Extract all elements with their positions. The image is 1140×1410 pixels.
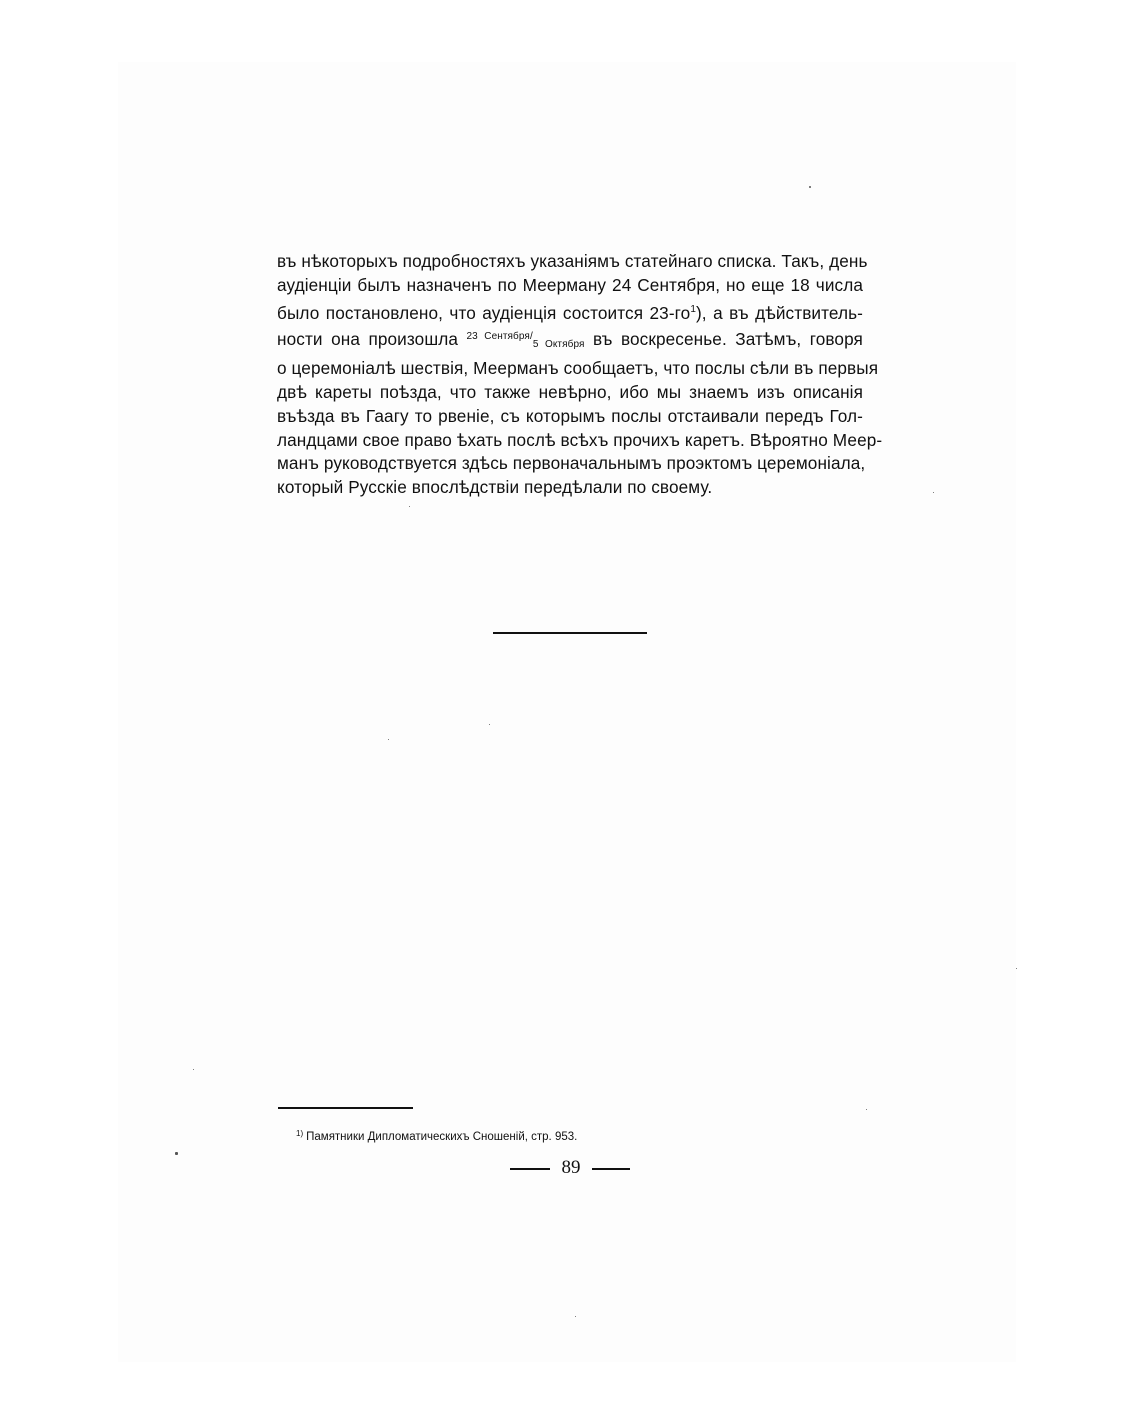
scan-speck	[409, 506, 410, 507]
text-segment: въ воскресенье. Затѣмъ, говоря	[593, 329, 863, 350]
scan-speck	[866, 1109, 867, 1110]
scan-speck	[489, 724, 490, 725]
date-fraction-bottom: 5 Октября	[532, 339, 585, 351]
page-number-dash-right	[592, 1168, 630, 1170]
footnote	[296, 1127, 577, 1144]
body-paragraph	[277, 250, 883, 500]
section-divider	[493, 632, 647, 634]
footnote-marker: 1)	[296, 1129, 304, 1138]
scan-speck	[193, 1069, 194, 1070]
date-fraction-top: 23 Сентября	[466, 331, 530, 343]
footnote-divider	[278, 1107, 413, 1109]
page-number-dash-left	[510, 1168, 550, 1170]
footnote-text: Памятники Дипломатическихъ Сношеній, стр. 953.	[306, 1131, 578, 1143]
text-line	[277, 325, 863, 357]
text-segment: ности она произошла	[277, 329, 458, 350]
page-number-row	[510, 1156, 630, 1180]
scan-speck	[1016, 968, 1017, 969]
footnote-reference: 1	[690, 303, 696, 315]
text-line: въѣзда въ Гаагу то рвеніе, съ которымъ послы отстаивали передъ Гол-	[277, 405, 863, 426]
scan-speck	[175, 1152, 178, 1155]
text-segment: было постановлено, что аудіенція состоится 23-го	[277, 302, 691, 323]
scan-speck	[933, 492, 934, 493]
text-line: аудіенціи былъ назначенъ по Меерману 24 Сентября, но еще 18 числа	[277, 274, 863, 295]
text-line: который Русскіе впослѣдствіи передѣлали по своему.	[277, 477, 713, 498]
text-line: въ нѣкоторыхъ подробностяхъ указаніямъ статейнаго списка. Такъ, день	[277, 251, 868, 271]
text-line	[277, 298, 863, 326]
scan-speck	[809, 186, 811, 188]
scan-speck	[575, 1316, 576, 1317]
text-segment: ), а въ дѣйствитель-	[695, 302, 863, 323]
text-line: ландцами свое право ѣхать послѣ всѣхъ прочихъ каретъ. Вѣроятно Меер-	[277, 429, 883, 450]
text-line: о церемоніалѣ шествія, Меерманъ сообщаетъ, что послы сѣли въ первыя	[277, 358, 879, 379]
date-fraction-slash: /	[529, 331, 533, 343]
text-line: манъ руководствуется здѣсь первоначальнымъ проэктомъ церемоніала,	[277, 453, 866, 474]
page-number: 89	[561, 1157, 581, 1178]
text-line: двѣ кареты поѣзда, что также невѣрно, ибо мы знаемъ изъ описанія	[277, 381, 863, 402]
scan-speck	[388, 739, 389, 740]
